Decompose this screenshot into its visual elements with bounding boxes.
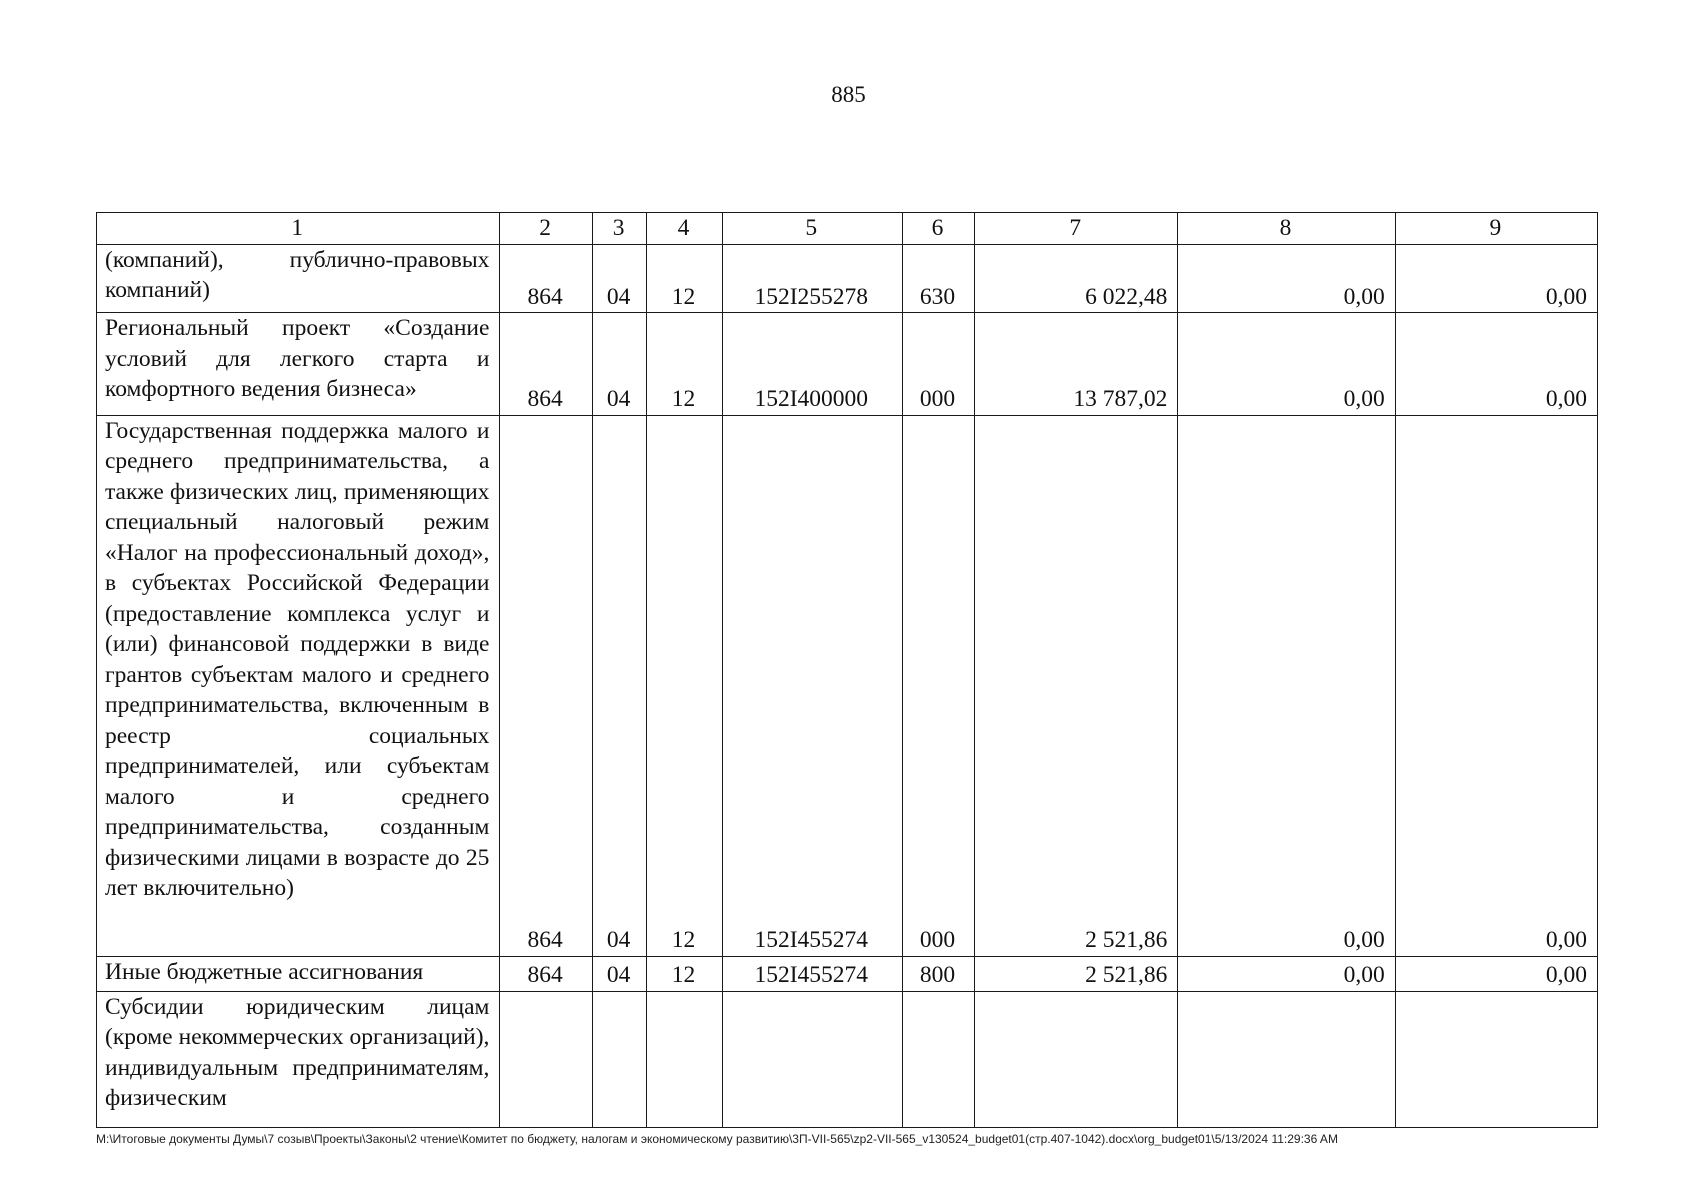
cell-amount xyxy=(975,991,1178,1127)
cell-amount: 0,00 xyxy=(1178,956,1395,991)
cell-target-article: 152I455274 xyxy=(722,415,902,956)
cell-amount: 0,00 xyxy=(1395,313,1597,415)
cell-amount: 0,00 xyxy=(1395,415,1597,956)
header-cell: 4 xyxy=(647,213,722,245)
header-cell: 6 xyxy=(902,213,974,245)
table-row xyxy=(97,991,1598,1127)
cell-target-article: 152I455274 xyxy=(722,956,902,991)
cell-amount: 0,00 xyxy=(1395,956,1597,991)
cell-amount xyxy=(1395,991,1597,1127)
table-row xyxy=(97,415,1598,956)
cell-amount: 6 022,48 xyxy=(975,244,1178,313)
cell-subsection: 12 xyxy=(647,956,722,991)
page-number: 885 xyxy=(831,82,866,107)
cell-target-article: 152I255278 xyxy=(722,244,902,313)
row-description: (компаний), публично-правовых компаний) xyxy=(97,244,500,313)
cell-expense-type: 630 xyxy=(902,244,974,313)
cell-amount: 2 521,86 xyxy=(975,415,1178,956)
cell-expense-type xyxy=(902,991,974,1127)
cell-amount: 0,00 xyxy=(1178,244,1395,313)
cell-amount: 0,00 xyxy=(1178,313,1395,415)
cell-amount xyxy=(1178,991,1395,1127)
cell-target-article: 152I400000 xyxy=(722,313,902,415)
header-cell: 9 xyxy=(1395,213,1597,245)
cell-ministry-code: 864 xyxy=(500,313,593,415)
header-cell: 5 xyxy=(722,213,902,245)
row-description: Субсидии юридическим лицам (кроме некоммерческих организаций), индивидуальным предпринимателям, физическим xyxy=(97,991,500,1127)
cell-target-article xyxy=(722,991,902,1127)
cell-amount: 0,00 xyxy=(1178,415,1395,956)
cell-amount: 2 521,86 xyxy=(975,956,1178,991)
cell-ministry-code: 864 xyxy=(500,244,593,313)
cell-section xyxy=(592,991,646,1127)
footer-file-path: M:\Итоговые документы Думы\7 созыв\Проекты\Законы\2 чтение\Комитет по бюджету, налогам и экономическому развитию\3П-VII-565\zp2-VII-565_v130524_budget01(стр.407-1042).docx\org_budget01\5/13/2024 11:29:36 AM xyxy=(96,1132,1338,1146)
cell-section: 04 xyxy=(592,244,646,313)
cell-expense-type: 000 xyxy=(902,415,974,956)
cell-amount: 0,00 xyxy=(1395,244,1597,313)
header-cell: 2 xyxy=(500,213,593,245)
row-description: Государственная поддержка малого и среднего предпринимательства, а также физических лиц, применяющих специальный налоговый режим «Налог на профессиональный доход», в субъектах Российской Федерации (предоставление комплекса услуг и (или) финансовой поддержки в виде грантов субъектам малого и среднего предпринимательства, включенным в реестр социальных предпринимателей, или субъектам малого и среднего предпринимательства, созданным физическими лицами в возрасте до 25 лет включительно) xyxy=(97,415,500,956)
table-row xyxy=(97,956,1598,991)
cell-ministry-code: 864 xyxy=(500,415,593,956)
table-row xyxy=(97,313,1598,415)
cell-section: 04 xyxy=(592,313,646,415)
cell-subsection: 12 xyxy=(647,244,722,313)
cell-subsection: 12 xyxy=(647,415,722,956)
row-description: Иные бюджетные ассигнования xyxy=(97,956,500,991)
cell-ministry-code xyxy=(500,991,593,1127)
cell-section: 04 xyxy=(592,956,646,991)
header-cell: 1 xyxy=(97,213,500,245)
header-cell: 3 xyxy=(592,213,646,245)
header-cell: 7 xyxy=(975,213,1178,245)
table-header-row xyxy=(97,213,1598,245)
cell-amount: 13 787,02 xyxy=(975,313,1178,415)
header-cell: 8 xyxy=(1178,213,1395,245)
cell-subsection: 12 xyxy=(647,313,722,415)
cell-expense-type: 000 xyxy=(902,313,974,415)
cell-ministry-code: 864 xyxy=(500,956,593,991)
budget-table xyxy=(96,212,1598,1128)
row-description: Региональный проект «Создание условий для легкого старта и комфортного ведения бизнеса» xyxy=(97,313,500,415)
cell-subsection xyxy=(647,991,722,1127)
cell-section: 04 xyxy=(592,415,646,956)
table-row xyxy=(97,244,1598,313)
cell-expense-type: 800 xyxy=(902,956,974,991)
